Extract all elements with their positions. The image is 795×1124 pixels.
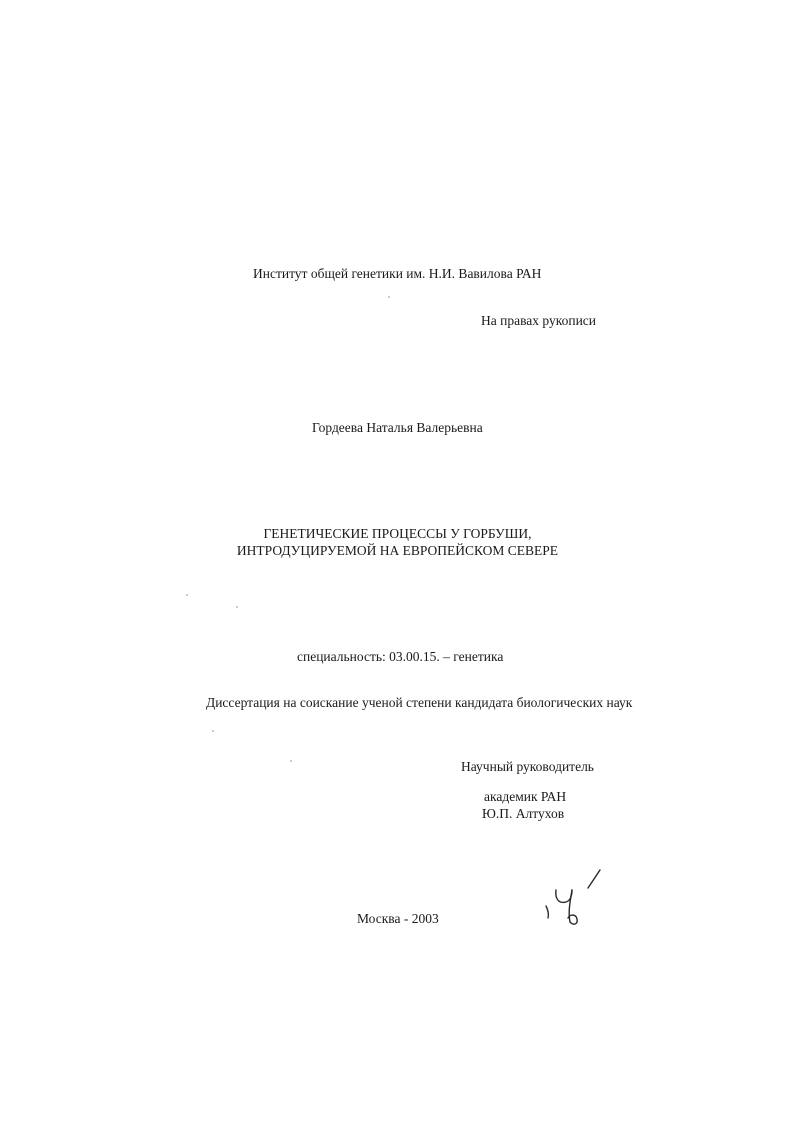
- thesis-title-line-2: ИНТРОДУЦИРУЕМОЙ НА ЕВРОПЕЙСКОМ СЕВЕРЕ: [236, 543, 559, 558]
- institute-name: Институт общей генетики им. Н.И. Вавилова РАН: [253, 266, 542, 281]
- place-and-year: Москва - 2003: [357, 911, 439, 926]
- supervisor-name: Ю.П. Алтухов: [482, 806, 565, 821]
- handwritten-signature: [540, 868, 610, 936]
- scan-speck: [186, 594, 188, 596]
- scan-speck: [236, 606, 238, 608]
- scan-speck: [212, 730, 214, 732]
- scan-speck: [290, 760, 292, 762]
- manuscript-note: На правах рукописи: [481, 313, 597, 328]
- dissertation-degree-line: Диссертация на соискание ученой степени кандидата биологических наук: [206, 695, 633, 710]
- author-name: Гордеева Наталья Валерьевна: [312, 420, 483, 435]
- supervisor-rank: академик РАН: [484, 789, 567, 804]
- scan-speck: [388, 296, 390, 298]
- thesis-title-line-1: ГЕНЕТИЧЕСКИЕ ПРОЦЕССЫ У ГОРБУШИ,: [263, 526, 532, 541]
- supervisor-label: Научный руководитель: [461, 759, 594, 774]
- specialty-line: специальность: 03.00.15. – генетика: [297, 649, 504, 664]
